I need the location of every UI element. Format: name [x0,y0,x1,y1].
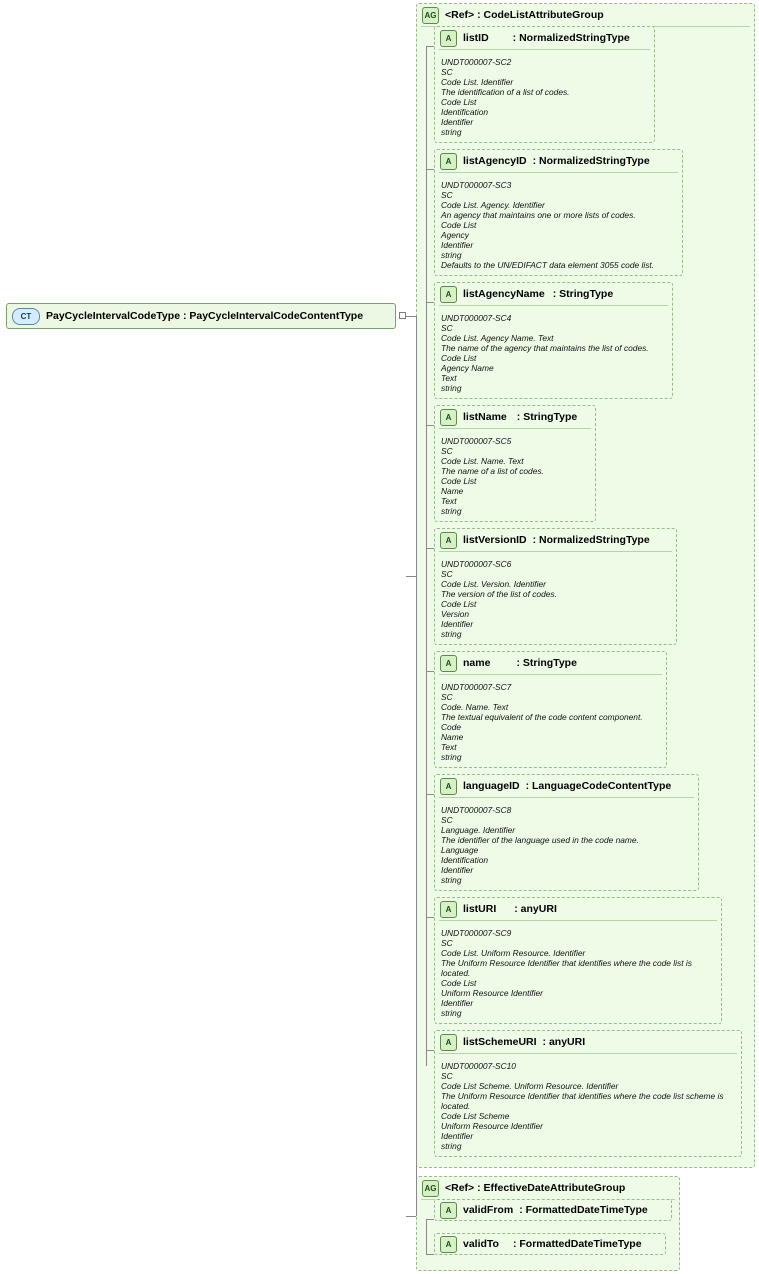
attribute-badge: A [440,901,457,918]
group-label-1: <Ref> : CodeListAttributeGroup [445,9,604,21]
attr-type-listagencyname: : StringType [552,288,614,300]
root-connector-square[interactable] [399,312,406,319]
attr-type-listversionid: : NormalizedStringType [532,534,650,546]
group-effectivedateattributegroup[interactable] [416,1176,680,1271]
attribute-badge: A [440,30,457,47]
attr-type-listname: : StringType [516,411,578,423]
attr-separator-listagencyid [439,172,678,173]
branch-vertical [416,316,417,1216]
attributegroup-badge: AG [422,7,439,24]
root-header [7,304,395,328]
attribute-badge: A [440,778,457,795]
attr-docs-listagencyname: UNDT000007-SC4 SC Code List. Agency Name. Text The name of the agency that maintains the list of codes. Code List Agency Name Text string [441,313,649,393]
attr-docs-listname: UNDT000007-SC5 SC Code List. Name. Text The name of a list of codes. Code List Name Text string [441,436,544,516]
attribute-validfrom[interactable] [434,1199,672,1221]
attr-docs-listagencyid: UNDT000007-SC3 SC Code List. Agency. Identifier An agency that maintains one or more lists of codes. Code List Agency Identifier string Defaults to the UN/EDIFACT data element 3055 code list. [441,180,655,270]
connector-name [426,671,434,672]
attribute-badge: A [440,286,457,303]
connector-listschemeuri [426,1050,434,1051]
attr-separator-listagencyname [439,305,668,306]
attr-header-listversionid [435,529,676,551]
attr-separator-listversionid [439,551,672,552]
connector-listid [426,46,434,47]
attr-name-validto: validTo [463,1238,499,1250]
connector-listname [426,425,434,426]
attr-header-name [435,652,666,674]
attr-type-listagencyid: : NormalizedStringType [532,155,650,167]
attr-docs-listversionid: UNDT000007-SC6 SC Code List. Version. Identifier The version of the list of codes. Code List Version Identifier string [441,559,557,639]
attribute-languageid[interactable] [434,774,699,891]
attr-type-validto: : FormattedDateTimeType [512,1238,642,1250]
group1-spine [426,46,427,1066]
attribute-name[interactable] [434,651,667,768]
root-complextype-node[interactable] [6,303,396,329]
attribute-badge: A [440,1202,457,1219]
attributegroup-badge: AG [422,1180,439,1197]
group2-spine [426,1219,427,1255]
attr-name-listversionid: listVersionID [463,534,527,546]
connector-listversionid [426,548,434,549]
attr-name-name: name [463,657,491,669]
attr-type-listuri: : anyURI [514,903,557,915]
attribute-listagencyid[interactable] [434,149,683,276]
attr-docs-name: UNDT000007-SC7 SC Code. Name. Text The textual equivalent of the code content component. Code Name Text string [441,682,643,762]
attribute-validto[interactable] [434,1233,666,1255]
group-header-1 [417,4,754,26]
attr-name-listname: listName [463,411,507,423]
attr-type-listschemeuri: : anyURI [542,1036,586,1048]
attr-separator-listname [439,428,591,429]
attr-header-listid [435,27,654,49]
attr-header-validto [435,1234,665,1254]
attr-type-name: : StringType [516,657,577,669]
complextype-badge: CT [12,308,40,325]
attr-name-listagencyname: listAgencyName [463,288,545,300]
attr-header-listuri [435,898,721,920]
attribute-badge: A [440,409,457,426]
attr-separator-name [439,674,662,675]
connector-listagencyid [426,169,434,170]
connector-listagencyname [426,302,434,303]
root-label: PayCycleIntervalCodeType : PayCycleIntervalCodeContentType [46,310,364,322]
attr-type-languageid: : LanguageCodeContentType [525,780,672,792]
attr-docs-listid: UNDT000007-SC2 SC Code List. Identifier The identification of a list of codes. Code List Identification Identifier string [441,57,570,137]
attr-separator-listschemeuri [439,1053,737,1054]
group-label-2: <Ref> : EffectiveDateAttributeGroup [445,1182,626,1194]
branch-to-group1 [406,576,416,577]
attr-name-validfrom: validFrom [463,1204,514,1216]
attr-name-languageid: languageID [463,780,520,792]
attr-docs-listschemeuri: UNDT000007-SC10 SC Code List Scheme. Uniform Resource. Identifier The Uniform Resource Identifier that identifies where the code list scheme is located. Code List Scheme Uniform Resource Identifier Identifier string [441,1061,724,1151]
attr-name-listuri: listURI [463,903,497,915]
attr-header-listagencyname [435,283,672,305]
attr-header-listagencyid [435,150,682,172]
attr-name-listid: listID [463,32,489,44]
attribute-badge: A [440,655,457,672]
connector-listuri [426,917,434,918]
connector-validfrom [426,1219,434,1220]
attr-header-listschemeuri [435,1031,741,1053]
attribute-listschemeuri[interactable] [434,1030,742,1157]
attribute-badge: A [440,1034,457,1051]
attr-header-languageid [435,775,698,797]
attribute-listuri[interactable] [434,897,722,1024]
group-header-2 [417,1177,679,1199]
connector-validto [426,1254,434,1255]
connector-languageid [426,794,434,795]
attr-docs-languageid: UNDT000007-SC8 SC Language. Identifier The identifier of the language used in the code name. Language Identification Identifier string [441,805,639,885]
attribute-listid[interactable] [434,26,655,143]
branch-to-group2 [406,1216,416,1217]
attr-header-validfrom [435,1200,671,1220]
root-to-branch [406,316,416,317]
attr-separator-languageid [439,797,694,798]
attr-docs-listuri: UNDT000007-SC9 SC Code List. Uniform Resource. Identifier The Uniform Resource Identifier that identifies where the code list is located. Code List Uniform Resource Identifier Identifier string [441,928,692,1018]
attribute-listversionid[interactable] [434,528,677,645]
attribute-listagencyname[interactable] [434,282,673,399]
attr-type-listid: : NormalizedStringType [512,32,630,44]
attr-name-listagencyid: listAgencyID [463,155,527,167]
attribute-badge: A [440,1236,457,1253]
attr-name-listschemeuri: listSchemeURI [463,1036,537,1048]
attr-separator-listid [439,49,650,50]
attr-separator-listuri [439,920,717,921]
attr-type-validfrom: : FormattedDateTimeType [519,1204,648,1216]
attr-header-listname [435,406,595,428]
attribute-listname[interactable] [434,405,596,522]
attribute-badge: A [440,153,457,170]
attribute-badge: A [440,532,457,549]
